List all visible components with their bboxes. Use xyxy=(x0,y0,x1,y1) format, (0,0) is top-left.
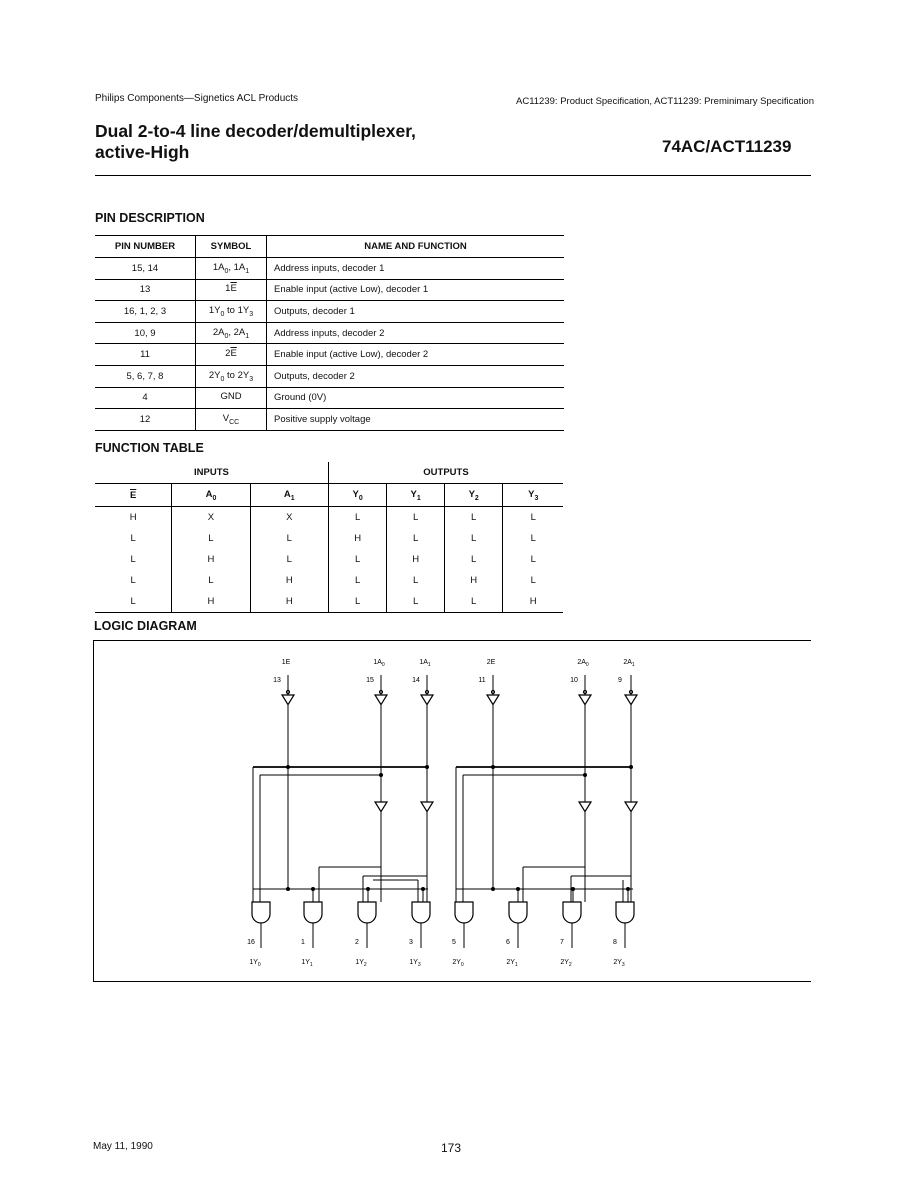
col-e xyxy=(95,484,172,507)
cell-y0: L xyxy=(328,570,387,591)
cell-y3: L xyxy=(530,554,536,565)
col-y3 xyxy=(503,484,563,507)
symbol-prefix: 1A xyxy=(212,261,225,273)
output-pin-number: 1 xyxy=(301,939,305,946)
input-label xyxy=(373,659,385,668)
input-label-text: 2A xyxy=(623,659,632,666)
func-row xyxy=(95,528,563,549)
junction-dot xyxy=(491,887,495,891)
pin-number: 16, 1, 2, 3 xyxy=(95,301,196,323)
symbol-mid: to 1Y xyxy=(224,305,250,317)
input-pin-number: 13 xyxy=(273,677,281,684)
input-label xyxy=(419,659,431,668)
and-gate xyxy=(616,902,634,923)
func-row xyxy=(95,591,563,613)
cell-y0: L xyxy=(328,507,387,529)
output-pin-number: 16 xyxy=(247,939,255,946)
symbol-bar: $\overline{E}$ xyxy=(230,348,237,360)
document-title xyxy=(95,121,575,163)
symbol-sub-2: 3 xyxy=(249,375,254,383)
cell-a1: L xyxy=(250,549,328,570)
output-label-sub: 0 xyxy=(460,962,464,968)
buffer-symbol xyxy=(375,802,387,812)
output-label-sub: 1 xyxy=(514,962,518,968)
cell-y2: L xyxy=(444,549,503,570)
pin-row xyxy=(95,258,564,280)
output-label-text: 2Y xyxy=(452,959,461,966)
pin-symbol xyxy=(196,301,267,323)
output-label-sub: 0 xyxy=(257,962,261,968)
symbol-sub-2: 1 xyxy=(245,267,250,275)
junction-dot xyxy=(286,887,290,891)
output-label-text: 2Y xyxy=(506,959,515,966)
symbol-prefix: GND xyxy=(220,391,242,403)
input-label-bar: E xyxy=(490,659,496,666)
and-gate xyxy=(509,902,527,923)
pin-symbol xyxy=(196,344,267,366)
title-rule xyxy=(95,175,811,176)
pin-number: 5, 6, 7, 8 xyxy=(95,365,196,387)
pin-row xyxy=(95,365,564,387)
cell-y1: L xyxy=(387,591,445,613)
cell-a1: H xyxy=(250,570,328,591)
input-label xyxy=(623,659,635,668)
symbol-sub-1: 0 xyxy=(224,332,229,340)
title-line-1: Dual 2-to-4 line decoder/demultiplexer, xyxy=(95,121,416,141)
col-y2-label: Y xyxy=(468,488,475,500)
output-pin-number: 7 xyxy=(560,939,564,946)
input-label-sub: 0 xyxy=(585,662,589,668)
input-pin-number: 14 xyxy=(412,677,420,684)
symbol-prefix: 2A xyxy=(212,326,225,338)
input-pin-number: 15 xyxy=(366,677,374,684)
pin-symbol xyxy=(196,365,267,387)
cell-a0: H xyxy=(172,591,250,613)
pin-name-function: Outputs, decoder 1 xyxy=(267,301,565,323)
part-number: 74AC/ACT11239 xyxy=(662,137,792,156)
func-group-header xyxy=(95,462,563,484)
col-a1-label: A xyxy=(283,488,291,500)
pin-symbol xyxy=(196,409,267,431)
col-a0 xyxy=(172,484,250,507)
input-label-text: 2 xyxy=(486,659,491,666)
input-label-text: 1 xyxy=(281,659,286,666)
cell-y1: L xyxy=(387,570,445,591)
output-pin-number: 2 xyxy=(355,939,359,946)
symbol-prefix: 2 xyxy=(225,348,231,360)
col-a1-sub: 1 xyxy=(290,494,295,502)
output-label-text: 2Y xyxy=(613,959,622,966)
pin-symbol xyxy=(196,258,267,280)
output-pin-number: 8 xyxy=(613,939,617,946)
group-outputs: OUTPUTS xyxy=(328,462,563,484)
input-pin-number: 9 xyxy=(618,677,622,684)
junction-dot xyxy=(629,765,633,769)
buffer-symbol xyxy=(625,802,637,812)
buffer-symbol xyxy=(282,695,294,705)
pin-number: 12 xyxy=(95,409,196,431)
junction-dot xyxy=(425,765,429,769)
title-line-2: active-High xyxy=(95,142,190,162)
input-label xyxy=(577,659,589,668)
symbol-sub-2: 3 xyxy=(249,310,254,318)
pin-symbol xyxy=(196,387,267,409)
output-label-text: 2Y xyxy=(560,959,569,966)
pin-name-function: Positive supply voltage xyxy=(267,409,565,431)
logic-diagram xyxy=(93,640,811,982)
pin-row xyxy=(95,409,564,431)
output-label xyxy=(613,959,625,968)
output-label-sub: 1 xyxy=(309,962,313,968)
symbol-mid: , 2A xyxy=(228,326,246,338)
col-y1-label: Y xyxy=(410,488,417,500)
col-y3-sub: 3 xyxy=(534,494,539,502)
group-inputs: INPUTS xyxy=(95,462,328,484)
cell-e: L xyxy=(95,591,172,613)
pin-name-function: Ground (0V) xyxy=(267,387,565,409)
col-y2-sub: 2 xyxy=(474,494,479,502)
col-y0 xyxy=(328,484,387,507)
function-table-heading: FUNCTION TABLE xyxy=(95,441,204,455)
cell-e: H xyxy=(95,507,172,529)
col-y1 xyxy=(387,484,445,507)
cell-a1: X xyxy=(250,507,328,529)
cell-a0: L xyxy=(172,570,250,591)
cell-e: L xyxy=(95,549,172,570)
pin-row xyxy=(95,344,564,366)
symbol-bar: $\overline{E}$ xyxy=(230,283,237,295)
col-symbol: SYMBOL xyxy=(196,236,267,258)
and-gate xyxy=(304,902,322,923)
col-y0-sub: 0 xyxy=(358,494,363,502)
output-label xyxy=(355,959,367,968)
output-label xyxy=(560,959,572,968)
junction-dot xyxy=(491,765,495,769)
input-pin-number: 11 xyxy=(478,677,486,684)
and-gate xyxy=(252,902,270,923)
and-gate xyxy=(358,902,376,923)
cell-a0: L xyxy=(172,528,250,549)
col-pin-number: PIN NUMBER xyxy=(95,236,196,258)
cell-a0: X xyxy=(172,507,250,529)
pin-name-function: Enable input (active Low), decoder 2 xyxy=(267,344,565,366)
pin-row xyxy=(95,279,564,301)
junction-dot xyxy=(286,765,290,769)
buffer-symbol xyxy=(421,802,433,812)
cell-a1: L xyxy=(250,528,328,549)
input-label-text: 1A xyxy=(419,659,428,666)
pin-number: 4 xyxy=(95,387,196,409)
cell-y1: L xyxy=(387,507,445,529)
junction-dot xyxy=(379,773,383,777)
logic-diagram-heading: LOGIC DIAGRAM xyxy=(94,619,197,633)
pin-number: 15, 14 xyxy=(95,258,196,280)
input-label-sub: 0 xyxy=(381,662,385,668)
buffer-symbol xyxy=(375,695,387,705)
buffer-symbol xyxy=(579,695,591,705)
buffer-symbol xyxy=(625,695,637,705)
output-label xyxy=(452,959,464,968)
cell-y2: L xyxy=(444,528,503,549)
output-label-text: 1Y xyxy=(409,959,418,966)
pin-name-function: Outputs, decoder 2 xyxy=(267,365,565,387)
buffer-symbol xyxy=(487,695,499,705)
pin-number: 10, 9 xyxy=(95,322,196,344)
cell-y0: L xyxy=(328,591,387,613)
cell-y2: H xyxy=(444,570,503,591)
output-pin-number: 5 xyxy=(452,939,456,946)
function-table xyxy=(95,462,563,613)
func-row xyxy=(95,570,563,591)
and-gate xyxy=(412,902,430,923)
cell-y3: L xyxy=(530,575,536,586)
func-row xyxy=(95,507,563,529)
pin-name-function: Address inputs, decoder 1 xyxy=(267,258,565,280)
output-label-sub: 3 xyxy=(417,962,421,968)
symbol-mid: to 2Y xyxy=(224,369,250,381)
cell-a1: H xyxy=(250,591,328,613)
and-gate xyxy=(563,902,581,923)
output-pin-number: 6 xyxy=(506,939,510,946)
output-label xyxy=(301,959,313,968)
pin-row xyxy=(95,301,564,323)
buffer-symbol xyxy=(421,695,433,705)
pin-number: 11 xyxy=(95,344,196,366)
header-company: Philips Components—Signetics ACL Products xyxy=(95,93,299,104)
symbol-sub-1: 0 xyxy=(224,267,229,275)
symbol-prefix: V xyxy=(222,413,230,424)
output-label-text: 1Y xyxy=(301,959,310,966)
col-y0-label: Y xyxy=(352,488,359,500)
symbol-prefix: 1 xyxy=(225,283,231,295)
cell-e: L xyxy=(95,570,172,591)
cell-y0: H xyxy=(328,528,387,549)
cell-y3: H xyxy=(503,591,563,613)
pin-symbol xyxy=(196,322,267,344)
col-name-function: NAME AND FUNCTION xyxy=(267,236,565,258)
col-a0-sub: 0 xyxy=(212,494,217,502)
output-label-sub: 3 xyxy=(621,962,625,968)
cell-a0: H xyxy=(172,549,250,570)
symbol-sub-1: CC xyxy=(229,418,240,426)
pin-number: 13 xyxy=(95,279,196,301)
input-label-text: 1A xyxy=(373,659,382,666)
output-label-sub: 2 xyxy=(363,962,367,968)
input-pin-number: 10 xyxy=(570,677,578,684)
output-label-text: 1Y xyxy=(355,959,364,966)
output-label-text: 1Y xyxy=(249,959,258,966)
footer-date: May 11, 1990 xyxy=(93,1141,153,1152)
symbol-sub-1: 0 xyxy=(220,375,225,383)
func-column-header xyxy=(95,484,563,507)
output-label xyxy=(409,959,421,968)
pin-description-heading: PIN DESCRIPTION xyxy=(95,211,205,225)
junction-dot xyxy=(583,773,587,777)
cell-y2: L xyxy=(444,591,503,613)
col-e-label: $\overline{E}$ xyxy=(129,489,137,501)
pin-name-function: Address inputs, decoder 2 xyxy=(267,322,565,344)
page-number: 173 xyxy=(441,1141,462,1155)
input-label xyxy=(487,659,496,666)
symbol-sub-1: 0 xyxy=(220,310,225,318)
cell-y2: L xyxy=(444,507,503,529)
and-gate xyxy=(455,902,473,923)
pin-name-function: Enable input (active Low), decoder 1 xyxy=(267,279,565,301)
cell-y3: L xyxy=(530,512,536,523)
header-spec-status: AC11239: Product Specification, ACT11239: Preminimary Specification xyxy=(516,96,814,107)
input-label-bar: E xyxy=(285,659,291,666)
pin-symbol xyxy=(196,279,267,301)
pin-row xyxy=(95,387,564,409)
pin-description-table xyxy=(95,235,564,431)
input-label-sub: 1 xyxy=(631,662,635,668)
symbol-prefix: 1Y xyxy=(208,305,221,317)
symbol-sub-2: 1 xyxy=(245,332,250,340)
cell-y1: H xyxy=(387,549,445,570)
output-pin-number: 3 xyxy=(409,939,413,946)
cell-y0: L xyxy=(328,549,387,570)
func-row xyxy=(95,549,563,570)
col-a0-label: A xyxy=(205,488,213,500)
input-label xyxy=(282,659,291,666)
pin-row xyxy=(95,322,564,344)
buffer-symbol xyxy=(579,802,591,812)
input-label-text: 2A xyxy=(577,659,586,666)
col-y3-label: Y xyxy=(528,488,535,500)
cell-y1: L xyxy=(387,528,445,549)
input-label-sub: 1 xyxy=(427,662,431,668)
symbol-prefix: 2Y xyxy=(208,369,221,381)
col-y1-sub: 1 xyxy=(416,494,421,502)
output-label xyxy=(506,959,518,968)
col-a1 xyxy=(250,484,328,507)
cell-e: L xyxy=(95,528,172,549)
cell-y3: L xyxy=(530,533,536,544)
col-y2 xyxy=(444,484,503,507)
output-label-sub: 2 xyxy=(568,962,572,968)
output-label xyxy=(249,959,261,968)
pin-table-header xyxy=(95,236,564,258)
symbol-mid: , 1A xyxy=(228,261,246,273)
